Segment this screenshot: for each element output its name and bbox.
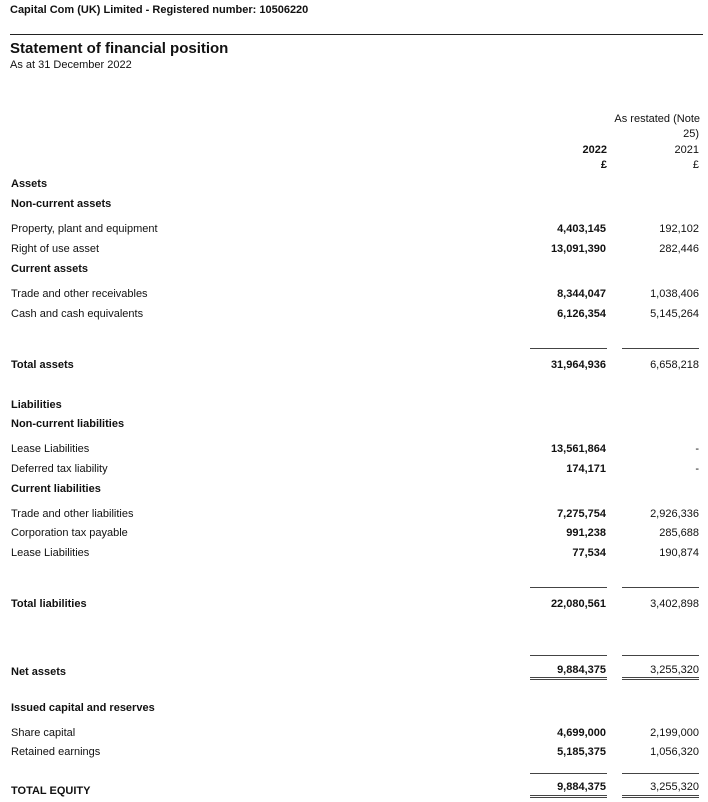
row-label: Lease Liabilities bbox=[11, 443, 90, 455]
column-year-current: 2022 bbox=[582, 144, 607, 156]
row-label: Trade and other liabilities bbox=[11, 508, 134, 520]
section-non-current-assets: Non-current assets bbox=[11, 198, 112, 210]
value-2021: 3,255,320 bbox=[650, 781, 699, 793]
value-2021: 190,874 bbox=[659, 547, 699, 559]
row-label: Corporation tax payable bbox=[11, 527, 128, 539]
row-label: Trade and other receivables bbox=[11, 288, 148, 300]
column-currency-current: £ bbox=[600, 159, 607, 171]
value-2021: 285,688 bbox=[659, 527, 699, 539]
row-label: Right of use asset bbox=[11, 243, 100, 255]
subtotal-rule bbox=[622, 655, 699, 656]
value-2022: 9,884,375 bbox=[557, 664, 606, 676]
value-2022: 7,275,754 bbox=[557, 508, 606, 520]
subtotal-rule bbox=[622, 348, 699, 349]
total-double-rule bbox=[530, 795, 607, 798]
value-2021: 3,255,320 bbox=[650, 664, 699, 676]
row-label: Total liabilities bbox=[11, 598, 87, 610]
value-2022: 991,238 bbox=[566, 527, 606, 539]
section-assets: Assets bbox=[11, 178, 48, 190]
header-divider bbox=[10, 34, 703, 35]
total-double-rule bbox=[622, 795, 699, 798]
value-2021: 192,102 bbox=[659, 223, 699, 235]
value-2022: 13,091,390 bbox=[550, 243, 606, 255]
value-2022: 13,561,864 bbox=[550, 443, 606, 455]
row-label: Deferred tax liability bbox=[11, 463, 108, 475]
subtotal-rule bbox=[530, 655, 607, 656]
value-2021: 1,056,320 bbox=[650, 746, 699, 758]
value-2022: 77,534 bbox=[572, 547, 606, 559]
statement-date: As at 31 December 2022 bbox=[10, 59, 132, 71]
value-2022: 5,185,375 bbox=[557, 746, 606, 758]
section-capital-reserves: Issued capital and reserves bbox=[11, 702, 155, 714]
value-2022: 4,403,145 bbox=[557, 223, 606, 235]
value-2021: 5,145,264 bbox=[650, 308, 699, 320]
total-double-rule bbox=[622, 677, 699, 680]
value-2021: 282,446 bbox=[659, 243, 699, 255]
column-currency-prior: £ bbox=[692, 159, 699, 171]
subtotal-rule bbox=[530, 773, 607, 774]
value-2022: 4,699,000 bbox=[557, 727, 606, 739]
restated-note-line2: 25) bbox=[683, 128, 699, 140]
value-2021: 3,402,898 bbox=[650, 598, 699, 610]
subtotal-rule bbox=[530, 348, 607, 349]
value-2021: - bbox=[695, 463, 699, 475]
value-2021: 1,038,406 bbox=[650, 288, 699, 300]
company-registration-line: Capital Com (UK) Limited - Registered number: 10506220 bbox=[10, 4, 309, 16]
value-2022: 174,171 bbox=[566, 463, 606, 475]
restated-note-line1: As restated (Note bbox=[614, 113, 700, 125]
value-2021: 6,658,218 bbox=[650, 359, 699, 371]
row-label: Property, plant and equipment bbox=[11, 223, 158, 235]
subtotal-rule bbox=[622, 773, 699, 774]
total-double-rule bbox=[530, 677, 607, 680]
row-label: TOTAL EQUITY bbox=[11, 785, 91, 797]
subtotal-rule bbox=[530, 587, 607, 588]
value-2021: 2,199,000 bbox=[650, 727, 699, 739]
section-non-current-liabilities: Non-current liabilities bbox=[11, 418, 125, 430]
row-label: Total assets bbox=[11, 359, 74, 371]
row-label: Cash and cash equivalents bbox=[11, 308, 144, 320]
value-2022: 9,884,375 bbox=[557, 781, 606, 793]
value-2022: 8,344,047 bbox=[557, 288, 606, 300]
row-label: Net assets bbox=[11, 666, 67, 678]
statement-title: Statement of financial position bbox=[10, 40, 229, 57]
row-label: Retained earnings bbox=[11, 746, 101, 758]
value-2022: 31,964,936 bbox=[550, 359, 606, 371]
value-2021: 2,926,336 bbox=[650, 508, 699, 520]
row-label: Lease Liabilities bbox=[11, 547, 90, 559]
section-current-assets: Current assets bbox=[11, 263, 89, 275]
value-2021: - bbox=[695, 443, 699, 455]
section-current-liabilities: Current liabilities bbox=[11, 483, 101, 495]
value-2022: 22,080,561 bbox=[550, 598, 606, 610]
subtotal-rule bbox=[622, 587, 699, 588]
column-year-prior: 2021 bbox=[674, 144, 699, 156]
section-liabilities: Liabilities bbox=[11, 399, 62, 411]
row-label: Share capital bbox=[11, 727, 76, 739]
value-2022: 6,126,354 bbox=[557, 308, 606, 320]
